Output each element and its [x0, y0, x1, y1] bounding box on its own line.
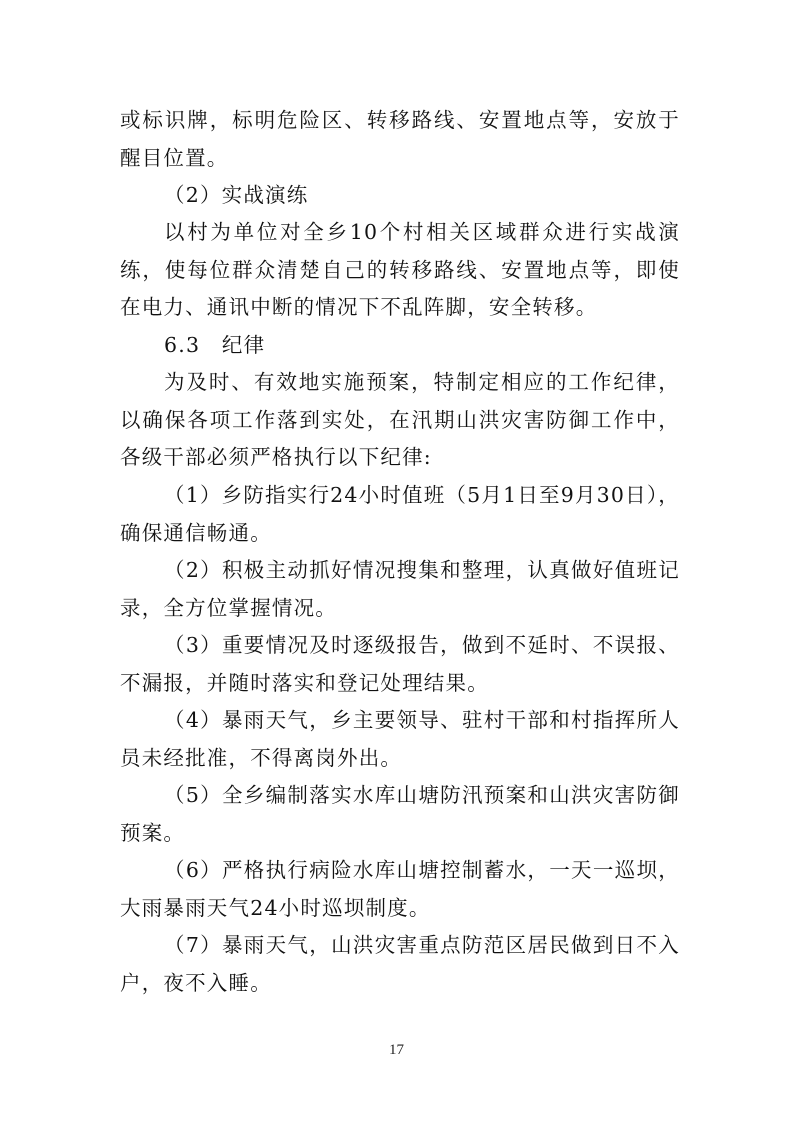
- list-item-3: （3）重要情况及时逐级报告，做到不延时、不误报、不漏报，并随时落实和登记处理结果。: [120, 633, 680, 695]
- list-item-6: （6）严格执行病险水库山塘控制蓄水，一天一巡坝，大雨暴雨天气24小时巡坝制度。: [120, 858, 680, 920]
- list-item-5: （5）全乡编制落实水库山塘防汛预案和山洪灾害防御预案。: [120, 783, 680, 845]
- subheading-drill: （2）实战演练: [164, 183, 309, 207]
- section-heading-discipline: 6.3 纪律: [164, 333, 266, 357]
- list-item-2: （2）积极主动抓好情况搜集和整理，认真做好值班记录，全方位掌握情况。: [120, 558, 680, 620]
- paragraph-discipline-intro: 为及时、有效地实施预案，特制定相应的工作纪律，以确保各项工作落到实处，在汛期山洪灾害防御工作中，各级干部必须严格执行以下纪律:: [120, 370, 680, 469]
- paragraph-drill: 以村为单位对全乡10个村相关区域群众进行实战演练，使每位群众清楚自己的转移路线、安置地点等，即使在电力、通讯中断的情况下不乱阵脚，安全转移。: [120, 220, 680, 319]
- list-item-7: （7）暴雨天气，山洪灾害重点防范区居民做到日不入户，夜不入睡。: [120, 933, 680, 995]
- paragraph-sign-placement: 或标识牌，标明危险区、转移路线、安置地点等，安放于醒目位置。: [120, 108, 680, 170]
- list-item-4: （4）暴雨天气，乡主要领导、驻村干部和村指挥所人员未经批准，不得离岗外出。: [120, 708, 680, 770]
- list-item-1: （1）乡防指实行24小时值班（5月1日至9月30日），确保通信畅通。: [120, 483, 680, 545]
- page-number: 17: [389, 1042, 404, 1058]
